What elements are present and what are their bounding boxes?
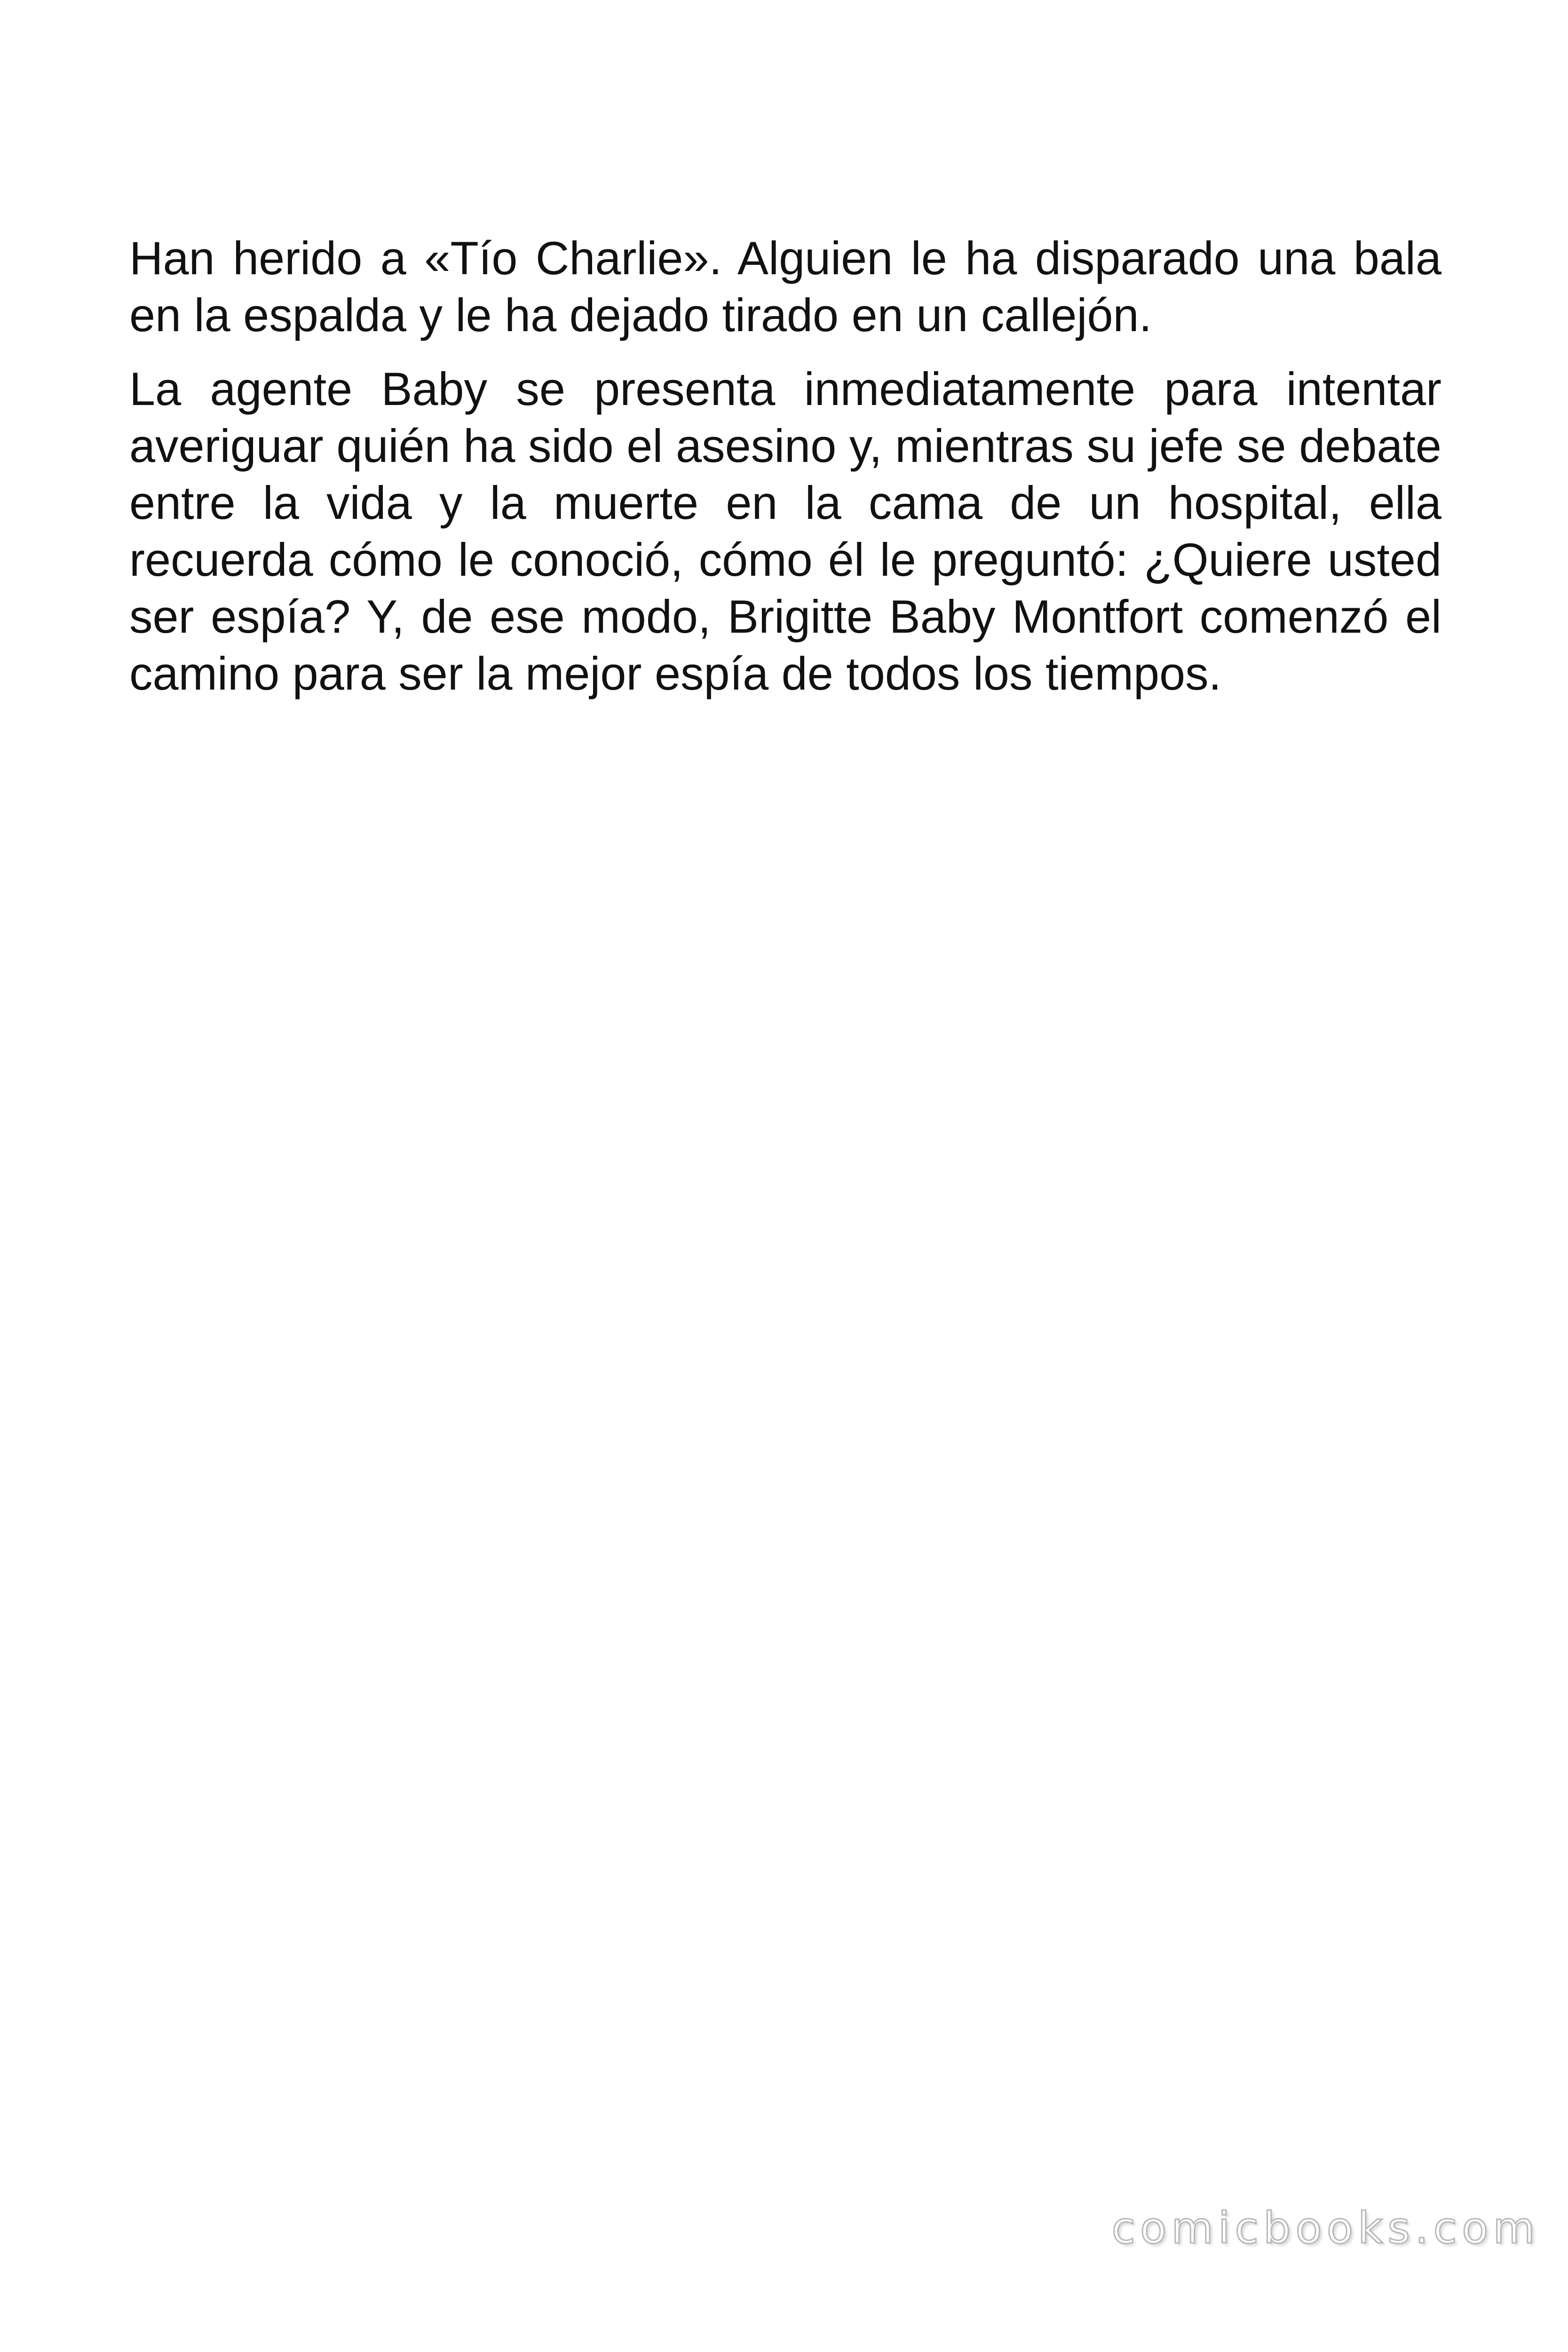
paragraph-2: La agente Baby se presenta inmediatamente para intentar averiguar quién ha sido el asesino y, mientras su jefe se debate entre la vida y la muerte en la cama de un hospital, ella recuerda cómo le conoció, cómo él le preguntó: ¿Quiere usted ser espía? Y, de ese modo, Brigitte Baby Montfort comenzó el camino para ser la mejor espía de todos los tiempos. bbox=[129, 363, 1441, 699]
watermark: comicbooks.com bbox=[1111, 2203, 1540, 2253]
paragraph-1: Han herido a «Tío Charlie». Alguien le ha disparado una bala en la espalda y le ha dejado tirado en un callejón. bbox=[129, 232, 1441, 341]
synopsis-text bbox=[129, 230, 1441, 702]
